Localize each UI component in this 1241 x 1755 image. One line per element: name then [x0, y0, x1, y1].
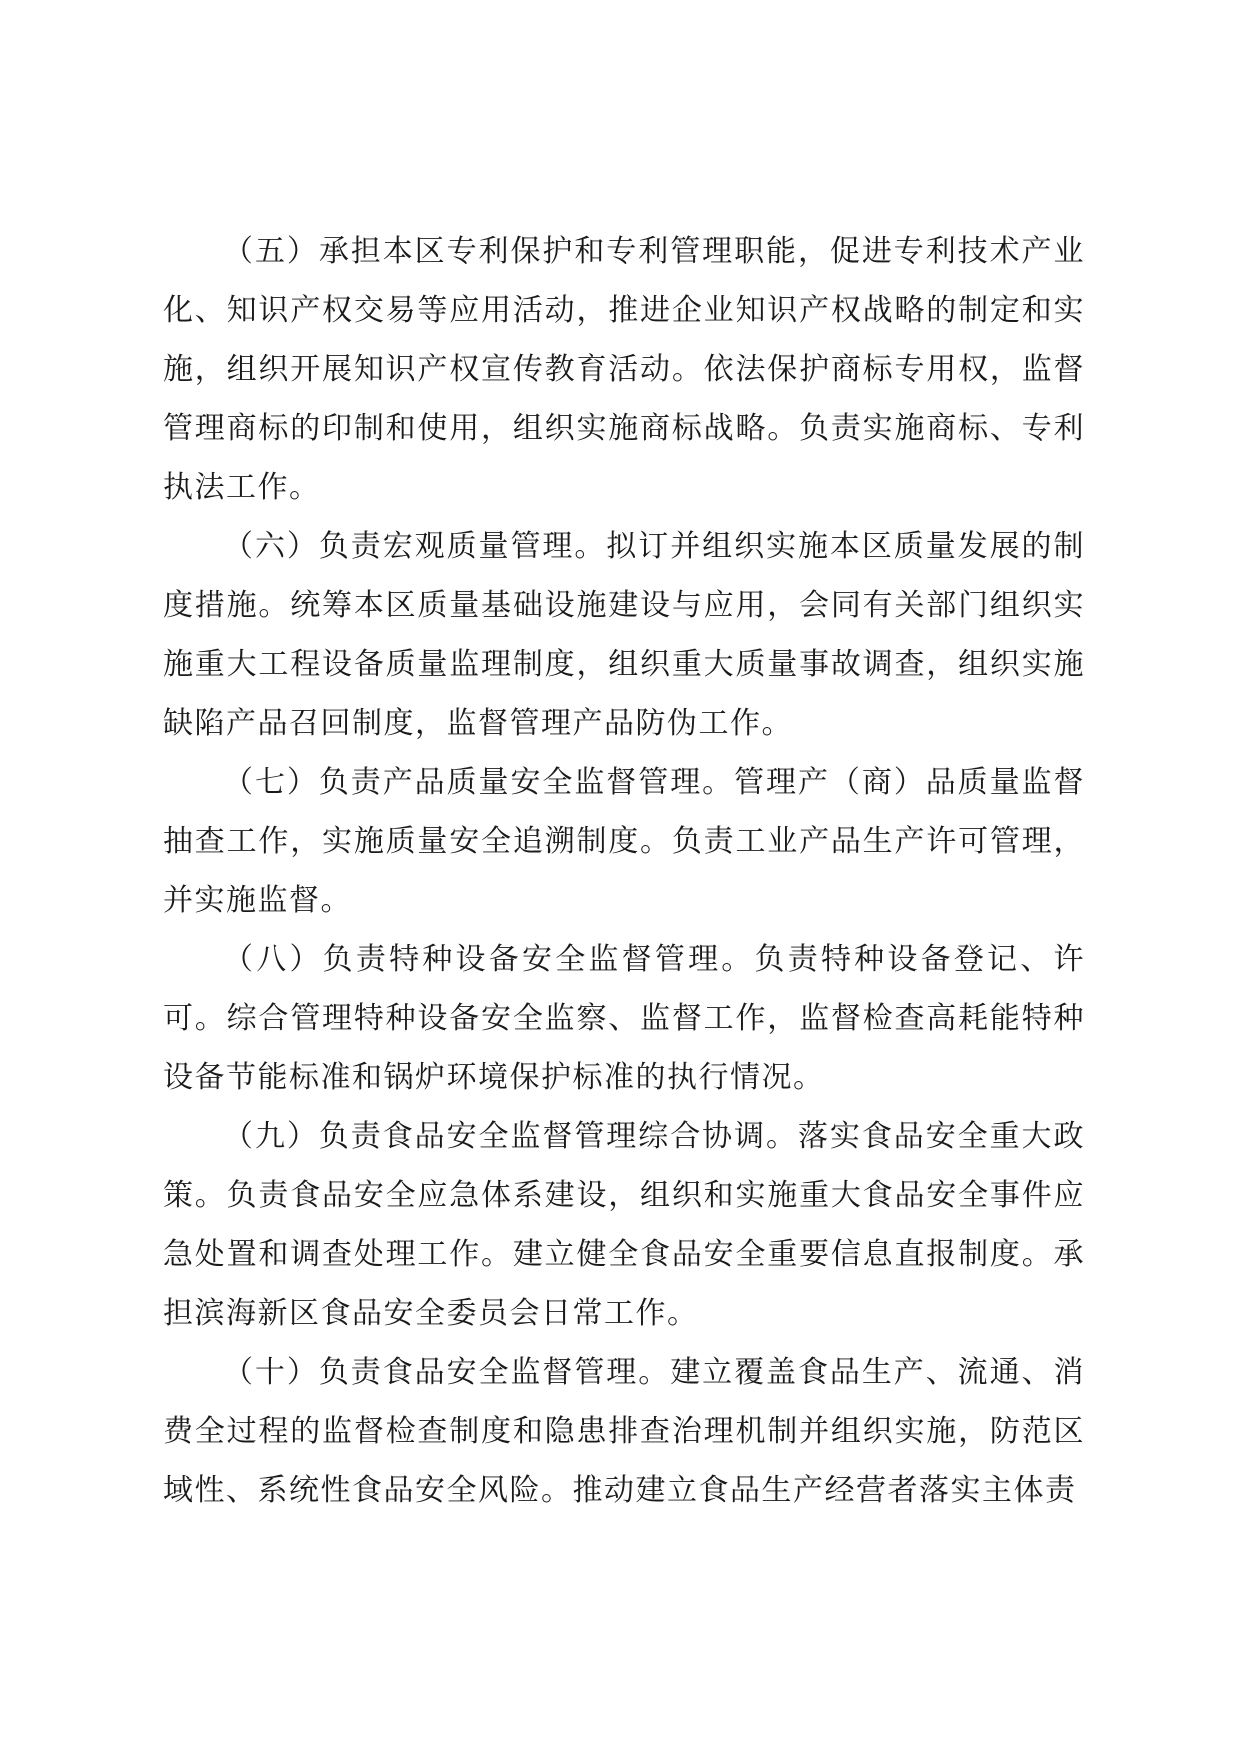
paragraph-10: （十）负责食品安全监督管理。建立覆盖食品生产、流通、消费全过程的监督检查制度和隐患排查治理机制并组织实施，防范区域性、系统性食品安全风险。推动建立食品生产经营者落实主体责 [163, 1355, 1085, 1508]
document-body [163, 222, 1085, 1520]
paragraph-9: （九）负责食品安全监督管理综合协调。落实食品安全重大政策。负责食品安全应急体系建设，组织和实施重大食品安全事件应急处置和调查处理工作。建立健全食品安全重要信息直报制度。承担滨海新区食品安全委员会日常工作。 [163, 1119, 1085, 1331]
paragraph-7: （七）负责产品质量安全监督管理。管理产（商）品质量监督抽查工作，实施质量安全追溯制度。负责工业产品生产许可管理，并实施监督。 [163, 765, 1085, 918]
paragraph-8: （八）负责特种设备安全监督管理。负责特种设备登记、许可。综合管理特种设备安全监察、监督工作，监督检查高耗能特种设备节能标准和锅炉环境保护标准的执行情况。 [163, 942, 1085, 1095]
paragraph-6: （六）负责宏观质量管理。拟订并组织实施本区质量发展的制度措施。统筹本区质量基础设施建设与应用，会同有关部门组织实施重大工程设备质量监理制度，组织重大质量事故调查，组织实施缺陷产品召回制度，监督管理产品防伪工作。 [163, 529, 1085, 741]
paragraph-5: （五）承担本区专利保护和专利管理职能，促进专利技术产业化、知识产权交易等应用活动，推进企业知识产权战略的制定和实施，组织开展知识产权宣传教育活动。依法保护商标专用权，监督管理商标的印制和使用，组织实施商标战略。负责实施商标、专利执法工作。 [163, 234, 1085, 505]
